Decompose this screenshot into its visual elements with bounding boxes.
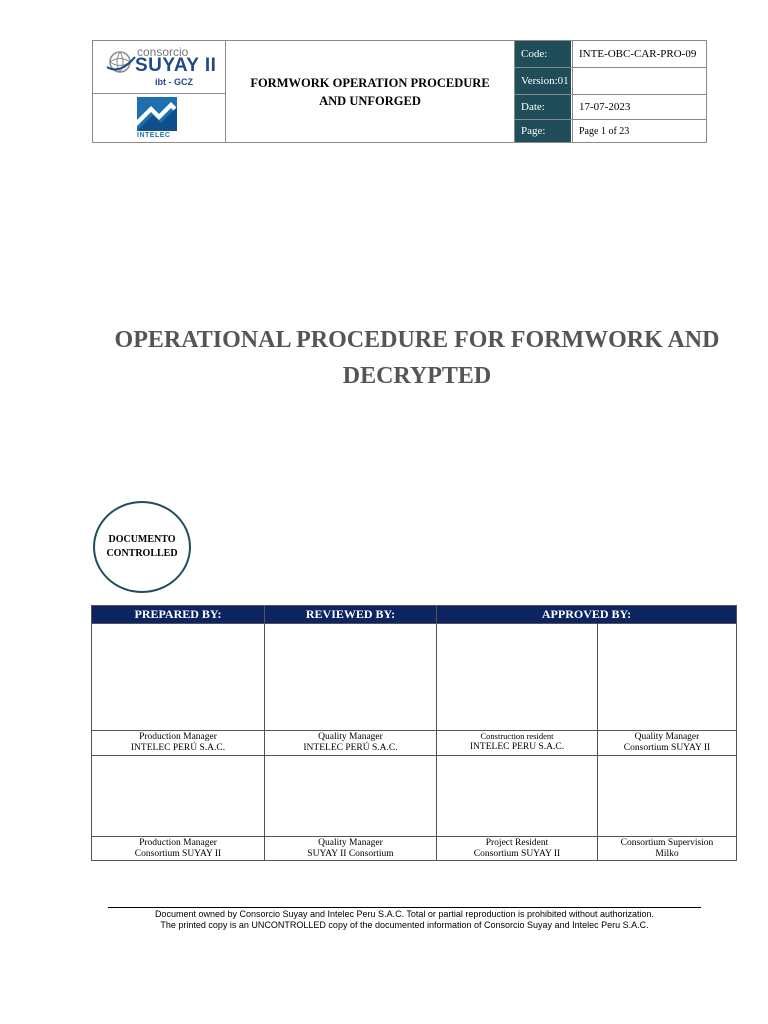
document-header bbox=[92, 40, 707, 143]
signer-org: Consortium SUYAY II bbox=[623, 743, 711, 753]
code-label: Code: bbox=[515, 41, 571, 67]
page-label: Page: bbox=[515, 120, 571, 142]
signer-role: Production Manager bbox=[139, 838, 217, 848]
main-title-line1: OPERATIONAL PROCEDURE FOR FORMWORK AND bbox=[114, 327, 720, 353]
signer-org: INTELEC PERÚ S.A.C. bbox=[130, 743, 226, 753]
footer-line1: Document owned by Consorcio Suyay and Intelec Peru S.A.C. Total or partial reproduction is prohibited without authorization. bbox=[154, 909, 655, 919]
controlled-stamp bbox=[93, 501, 191, 593]
row-divider bbox=[92, 755, 736, 756]
signer-role: Production Manager bbox=[139, 732, 217, 742]
logo-suyay-text: SUYAY II bbox=[135, 55, 217, 76]
signature-caption bbox=[598, 732, 736, 754]
reviewed-by-header: REVIEWED BY: bbox=[305, 607, 396, 621]
prepared-by-header: PREPARED BY: bbox=[134, 607, 222, 621]
signature-caption bbox=[265, 838, 436, 860]
version-label: Version:01 bbox=[515, 68, 571, 94]
meta-row-version bbox=[515, 68, 706, 95]
main-title bbox=[92, 322, 742, 394]
signer-role: Construction resident bbox=[480, 731, 554, 741]
logo-column bbox=[93, 41, 226, 142]
signer-org: Milko bbox=[655, 849, 679, 859]
meta-row-page bbox=[515, 120, 706, 142]
signer-role: Quality Manager bbox=[634, 732, 700, 742]
signature-caption bbox=[598, 838, 736, 860]
signer-org: INTELEC PERU S.A.C. bbox=[469, 742, 565, 752]
header-title bbox=[226, 41, 515, 142]
signature-caption bbox=[437, 731, 597, 753]
signer-role: Project Resident bbox=[485, 838, 549, 848]
meta-row-date bbox=[515, 95, 706, 120]
footer-rule bbox=[108, 907, 701, 908]
intelec-text: INTELEC bbox=[137, 132, 171, 139]
approved-by-header: APPROVED BY: bbox=[541, 607, 632, 621]
signer-role: Consortium Supervision bbox=[620, 838, 714, 848]
date-label: Date: bbox=[515, 95, 571, 119]
logo-consorcio-text: consorcio bbox=[137, 45, 189, 59]
code-value: INTE-OBC-CAR-PRO-09 bbox=[572, 41, 706, 67]
page-footer bbox=[108, 909, 701, 931]
meta-row-code bbox=[515, 41, 706, 68]
logo-ibt-gcz-text: ibt - GCZ bbox=[155, 77, 193, 87]
row-divider bbox=[92, 836, 736, 837]
signature-caption bbox=[92, 732, 264, 754]
signer-org: SUYAY II Consortium bbox=[307, 849, 394, 859]
signature-caption bbox=[265, 732, 436, 754]
document-meta bbox=[515, 41, 706, 142]
signer-role: Quality Manager bbox=[318, 732, 383, 742]
header-title-line1: FORMWORK OPERATION PROCEDURE bbox=[250, 75, 490, 90]
signature-caption bbox=[437, 838, 597, 860]
stamp-line1: DOCUMENTO bbox=[108, 534, 176, 545]
intelec-logo bbox=[93, 94, 225, 142]
stamp-line2: CONTROLLED bbox=[106, 548, 178, 559]
date-value: 17-07-2023 bbox=[572, 95, 706, 119]
version-value bbox=[572, 68, 706, 94]
signature-caption bbox=[92, 838, 264, 860]
suyay-logo bbox=[93, 41, 225, 94]
footer-line2: The printed copy is an UNCONTROLLED copy of the documented information of Consorcio Suyay and Intelec Peru S.A.C. bbox=[160, 920, 649, 930]
signer-org: Consortium SUYAY II bbox=[473, 849, 561, 859]
header-title-line2: AND UNFORGED bbox=[319, 93, 421, 108]
signature-table bbox=[91, 605, 737, 861]
row-divider bbox=[92, 730, 736, 731]
signer-org: INTELEC PERÚ S.A.C. bbox=[303, 743, 398, 753]
main-title-line2: DECRYPTED bbox=[342, 363, 492, 389]
signature-table-header bbox=[92, 606, 736, 623]
page-value: Page 1 of 23 bbox=[572, 120, 706, 142]
signer-role: Quality Manager bbox=[318, 838, 383, 848]
row-divider bbox=[92, 623, 736, 624]
signer-org: Consortium SUYAY II bbox=[134, 849, 222, 859]
